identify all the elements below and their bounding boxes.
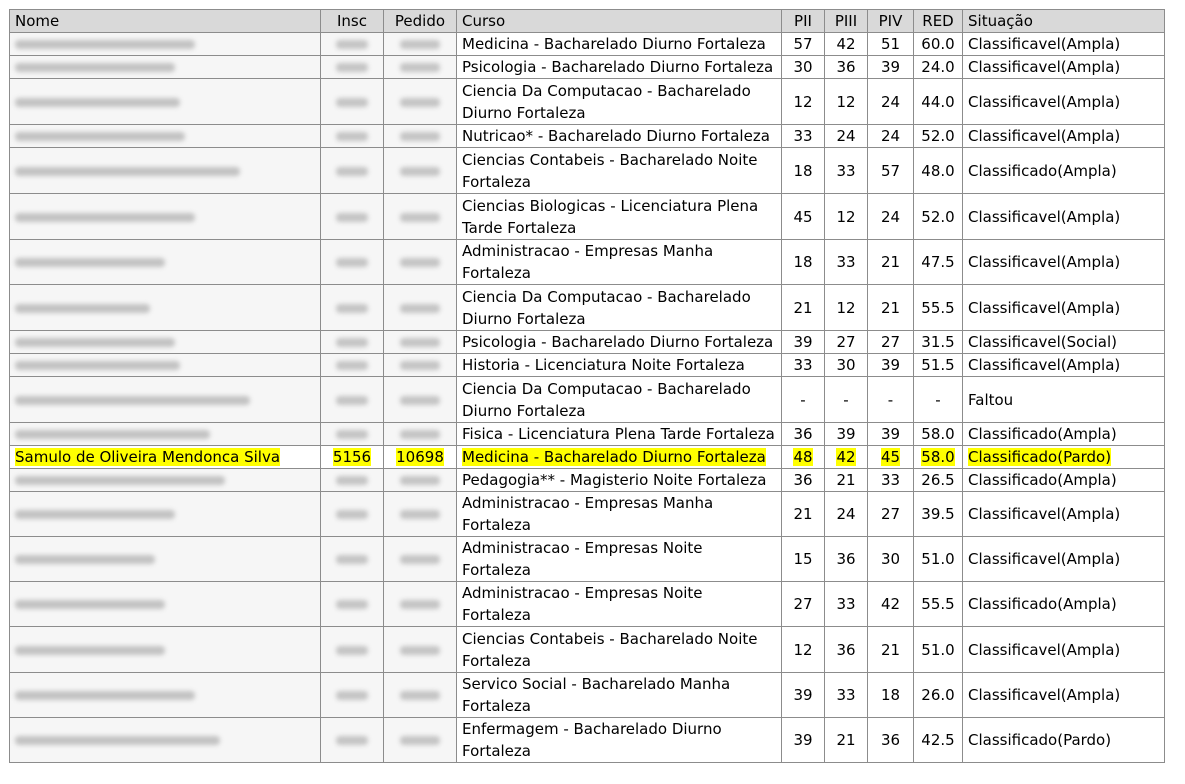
cell-curso: Psicologia - Bacharelado Diurno Fortaleza [457,331,782,354]
redacted-value [15,430,210,439]
cell-piv: 27 [868,331,914,354]
cell-nome [10,377,321,423]
cell-piii: 27 [825,331,868,354]
cell-curso: Servico Social - Bacharelado Manha Fortaleza [457,673,782,718]
header-piii: PIII [825,10,868,33]
cell-pedido [384,469,457,492]
cell-insc [321,79,384,125]
table-row [10,423,1165,446]
cell-curso: Administracao - Empresas Manha Fortaleza [457,240,782,285]
header-pii: PII [782,10,825,33]
cell-situacao: Classificavel(Ampla) [963,354,1165,377]
redacted-value [400,646,440,655]
redacted-value [336,430,368,439]
cell-pii: 21 [782,492,825,537]
cell-pii: 30 [782,56,825,79]
cell-nome [10,56,321,79]
cell-insc [321,148,384,194]
redacted-value [400,338,440,347]
redacted-value [336,396,368,405]
cell-pii: 57 [782,33,825,56]
cell-pedido [384,673,457,718]
cell-red: 58.0 [914,423,963,446]
cell-pii: 21 [782,285,825,331]
cell-pedido [384,285,457,331]
header-piv: PIV [868,10,914,33]
cell-situacao: Classificado(Ampla) [963,582,1165,627]
cell-situacao-text: Classificado(Pardo) [968,448,1112,466]
cell-red: 26.0 [914,673,963,718]
cell-piii-text: 42 [836,448,856,466]
cell-pedido [384,492,457,537]
cell-nome [10,194,321,240]
redacted-value [336,338,368,347]
cell-pii: 12 [782,627,825,673]
cell-nome [10,148,321,194]
cell-nome [10,423,321,446]
cell-red [914,446,963,469]
cell-curso: Ciencia Da Computacao - Bacharelado Diurno Fortaleza [457,377,782,423]
table-body [10,33,1165,763]
cell-piv: 39 [868,354,914,377]
cell-piv: 24 [868,194,914,240]
table-row [10,79,1165,125]
redacted-value [336,258,368,267]
cell-pii: 33 [782,125,825,148]
cell-piv: 36 [868,718,914,763]
redacted-value [336,40,368,49]
cell-situacao: Classificado(Ampla) [963,469,1165,492]
table-row [10,125,1165,148]
cell-pii: 39 [782,331,825,354]
redacted-value [336,691,368,700]
table-row [10,627,1165,673]
cell-nome [10,718,321,763]
cell-piii: 39 [825,423,868,446]
cell-piv: 42 [868,582,914,627]
redacted-value [400,736,440,745]
redacted-value [15,691,195,700]
redacted-value [400,510,440,519]
redacted-value [400,691,440,700]
cell-pedido [384,627,457,673]
cell-situacao: Classificado(Ampla) [963,423,1165,446]
cell-nome [10,331,321,354]
cell-red: 39.5 [914,492,963,537]
header-nome: Nome [10,10,321,33]
cell-piv: 21 [868,285,914,331]
cell-curso: Psicologia - Bacharelado Diurno Fortaleza [457,56,782,79]
cell-insc [321,33,384,56]
redacted-value [15,304,150,313]
redacted-value [15,555,155,564]
cell-situacao: Classificavel(Ampla) [963,285,1165,331]
table-row [10,673,1165,718]
cell-insc [321,492,384,537]
cell-situacao: Faltou [963,377,1165,423]
cell-piv: 18 [868,673,914,718]
table-row [10,194,1165,240]
cell-pedido [384,33,457,56]
cell-situacao: Classificavel(Ampla) [963,79,1165,125]
cell-piv: 27 [868,492,914,537]
cell-curso-text: Medicina - Bacharelado Diurno Fortaleza [462,448,766,466]
redacted-value [15,63,175,72]
cell-pedido [384,582,457,627]
cell-red: 48.0 [914,148,963,194]
cell-red: 52.0 [914,194,963,240]
redacted-value [400,132,440,141]
cell-insc [321,627,384,673]
cell-insc [321,673,384,718]
cell-insc-text: 5156 [332,448,372,466]
cell-insc [321,285,384,331]
cell-insc [321,469,384,492]
redacted-value [336,98,368,107]
cell-curso: Ciencias Contabeis - Bacharelado Noite Fortaleza [457,627,782,673]
cell-curso: Administracao - Empresas Noite Fortaleza [457,582,782,627]
cell-insc [321,125,384,148]
cell-insc [321,194,384,240]
redacted-value [15,361,180,370]
cell-nome [10,582,321,627]
cell-piii: 24 [825,492,868,537]
cell-piv-text: 45 [880,448,901,466]
cell-red: 55.5 [914,285,963,331]
cell-nome [10,354,321,377]
redacted-value [15,258,165,267]
cell-nome-text: Samulo de Oliveira Mendonca Silva [15,448,281,466]
header-red: RED [914,10,963,33]
redacted-value [336,736,368,745]
redacted-value [400,476,440,485]
cell-piii: 21 [825,469,868,492]
cell-red: - [914,377,963,423]
cell-situacao: Classificado(Pardo) [963,718,1165,763]
redacted-value [336,213,368,222]
cell-piv: 51 [868,33,914,56]
cell-red: 51.0 [914,627,963,673]
cell-curso [457,446,782,469]
cell-piii: 42 [825,33,868,56]
table-row [10,56,1165,79]
table-row [10,354,1165,377]
redacted-value [400,304,440,313]
redacted-value [15,167,240,176]
cell-situacao: Classificavel(Ampla) [963,125,1165,148]
cell-pedido [384,331,457,354]
header-row [10,10,1165,33]
cell-insc [321,354,384,377]
cell-insc [321,377,384,423]
cell-red: 42.5 [914,718,963,763]
table-row [10,377,1165,423]
redacted-value [336,476,368,485]
cell-curso: Fisica - Licenciatura Plena Tarde Fortaleza [457,423,782,446]
redacted-value [400,63,440,72]
cell-situacao: Classificavel(Ampla) [963,194,1165,240]
redacted-value [15,646,165,655]
cell-situacao: Classificavel(Ampla) [963,627,1165,673]
cell-curso: Administracao - Empresas Noite Fortaleza [457,537,782,582]
cell-curso: Ciencia Da Computacao - Bacharelado Diurno Fortaleza [457,79,782,125]
cell-piii: 33 [825,148,868,194]
redacted-value [15,40,195,49]
cell-red: 24.0 [914,56,963,79]
cell-nome [10,125,321,148]
cell-piv: - [868,377,914,423]
cell-red: 51.0 [914,537,963,582]
cell-pedido [384,148,457,194]
header-situacao: Situação [963,10,1165,33]
cell-curso: Historia - Licenciatura Noite Fortaleza [457,354,782,377]
cell-piii: 24 [825,125,868,148]
cell-pedido [384,56,457,79]
redacted-value [336,555,368,564]
redacted-value [15,510,175,519]
cell-nome [10,537,321,582]
cell-piv: 24 [868,125,914,148]
redacted-value [15,132,185,141]
cell-piv: 21 [868,627,914,673]
cell-piii: 12 [825,79,868,125]
cell-piii: 21 [825,718,868,763]
cell-red-text: 58.0 [921,448,955,466]
cell-piii: 33 [825,240,868,285]
header-pedido: Pedido [384,10,457,33]
cell-pedido [384,240,457,285]
cell-curso: Administracao - Empresas Manha Fortaleza [457,492,782,537]
cell-curso: Medicina - Bacharelado Diurno Fortaleza [457,33,782,56]
cell-piv: 30 [868,537,914,582]
cell-piii [825,446,868,469]
cell-nome [10,33,321,56]
cell-insc [321,537,384,582]
cell-piii: - [825,377,868,423]
cell-pii [782,446,825,469]
cell-pii: 18 [782,240,825,285]
cell-nome [10,79,321,125]
table-row [10,446,1165,469]
table-row [10,582,1165,627]
cell-curso: Enfermagem - Bacharelado Diurno Fortaleza [457,718,782,763]
redacted-value [336,132,368,141]
redacted-value [400,213,440,222]
redacted-value [400,258,440,267]
cell-piv: 39 [868,56,914,79]
cell-situacao: Classificavel(Ampla) [963,492,1165,537]
cell-pedido [384,79,457,125]
cell-situacao: Classificavel(Ampla) [963,56,1165,79]
redacted-value [400,361,440,370]
redacted-value [336,510,368,519]
redacted-value [336,361,368,370]
header-curso: Curso [457,10,782,33]
cell-piv [868,446,914,469]
cell-nome [10,627,321,673]
cell-pii: 18 [782,148,825,194]
cell-curso: Nutricao* - Bacharelado Diurno Fortaleza [457,125,782,148]
cell-pedido-text: 10698 [396,448,444,466]
cell-piv: 33 [868,469,914,492]
cell-red: 51.5 [914,354,963,377]
cell-nome [10,446,321,469]
cell-piii: 36 [825,56,868,79]
redacted-value [400,40,440,49]
cell-nome [10,673,321,718]
cell-red: 44.0 [914,79,963,125]
cell-pii: 27 [782,582,825,627]
cell-insc [321,582,384,627]
redacted-value [336,646,368,655]
cell-piv: 57 [868,148,914,194]
table-row [10,492,1165,537]
redacted-value [336,600,368,609]
cell-piv: 21 [868,240,914,285]
cell-situacao: Classificavel(Ampla) [963,537,1165,582]
cell-pii: 39 [782,673,825,718]
cell-pedido [384,194,457,240]
redacted-value [336,63,368,72]
cell-pii: 12 [782,79,825,125]
redacted-value [400,600,440,609]
cell-pedido [384,423,457,446]
cell-piii: 33 [825,582,868,627]
cell-pii: 36 [782,423,825,446]
cell-red: 47.5 [914,240,963,285]
cell-situacao: Classificavel(Ampla) [963,673,1165,718]
cell-red: 31.5 [914,331,963,354]
cell-situacao: Classificado(Ampla) [963,148,1165,194]
header-insc: Insc [321,10,384,33]
cell-insc [321,56,384,79]
cell-red: 60.0 [914,33,963,56]
cell-insc [321,446,384,469]
redacted-value [336,167,368,176]
redacted-value [15,396,250,405]
cell-situacao: Classificavel(Social) [963,331,1165,354]
cell-pii: 36 [782,469,825,492]
cell-pedido [384,377,457,423]
redacted-value [15,338,175,347]
table-row [10,148,1165,194]
cell-pedido [384,125,457,148]
cell-pii: 39 [782,718,825,763]
table-row [10,469,1165,492]
cell-red: 26.5 [914,469,963,492]
table-row [10,331,1165,354]
redacted-value [15,98,180,107]
cell-nome [10,469,321,492]
redacted-value [400,167,440,176]
redacted-value [400,396,440,405]
cell-nome [10,492,321,537]
table-row [10,537,1165,582]
cell-curso: Ciencias Contabeis - Bacharelado Noite Fortaleza [457,148,782,194]
cell-piv: 39 [868,423,914,446]
cell-situacao: Classificavel(Ampla) [963,240,1165,285]
cell-pedido [384,537,457,582]
cell-piii: 12 [825,285,868,331]
cell-pii: 15 [782,537,825,582]
cell-curso: Pedagogia** - Magisterio Noite Fortaleza [457,469,782,492]
redacted-value [400,430,440,439]
cell-pedido [384,718,457,763]
cell-piii: 36 [825,627,868,673]
cell-red: 55.5 [914,582,963,627]
cell-pii: 33 [782,354,825,377]
cell-piii: 30 [825,354,868,377]
table-row [10,240,1165,285]
cell-pedido [384,354,457,377]
cell-situacao: Classificavel(Ampla) [963,33,1165,56]
cell-insc [321,423,384,446]
table-row [10,285,1165,331]
cell-situacao [963,446,1165,469]
cell-curso: Ciencias Biologicas - Licenciatura Plena Tarde Fortaleza [457,194,782,240]
cell-piv: 24 [868,79,914,125]
cell-insc [321,240,384,285]
redacted-value [336,304,368,313]
redacted-value [15,213,195,222]
cell-pedido [384,446,457,469]
redacted-value [15,600,165,609]
cell-red: 52.0 [914,125,963,148]
redacted-value [15,476,225,485]
cell-piii: 36 [825,537,868,582]
redacted-value [15,736,220,745]
cell-nome [10,240,321,285]
results-table [9,9,1165,763]
redacted-value [400,98,440,107]
cell-pii: 45 [782,194,825,240]
cell-piii: 33 [825,673,868,718]
cell-pii: - [782,377,825,423]
cell-piii: 12 [825,194,868,240]
redacted-value [400,555,440,564]
cell-pii-text: 48 [793,448,813,466]
cell-curso: Ciencia Da Computacao - Bacharelado Diurno Fortaleza [457,285,782,331]
table-row [10,33,1165,56]
cell-insc [321,718,384,763]
cell-insc [321,331,384,354]
cell-nome [10,285,321,331]
table-row [10,718,1165,763]
